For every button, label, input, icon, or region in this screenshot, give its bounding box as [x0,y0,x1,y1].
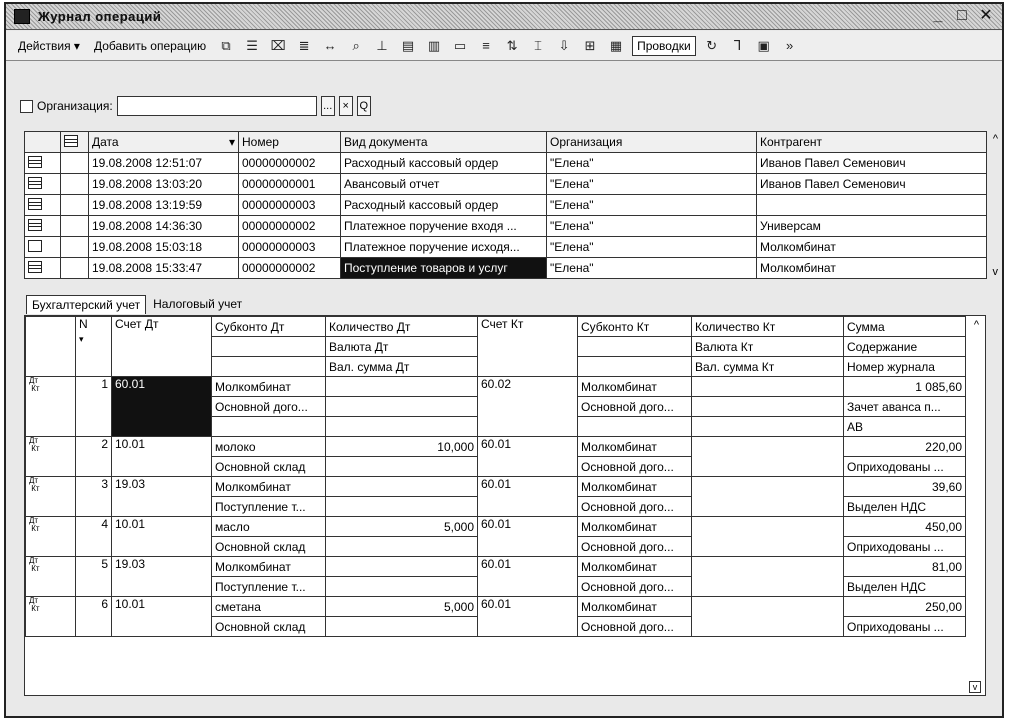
toolbar [6,31,1002,61]
close-icon[interactable]: ✕ [979,7,993,24]
organization-label: Организация: [37,99,113,113]
sub-dt-cell: Основной дого... [212,397,326,417]
dtkt-icon: Дт Кт [26,557,76,597]
row-number: 1 [76,377,112,437]
doc-type-cell: Расходный кассовый ордер [341,153,547,174]
table-row[interactable] [25,153,987,174]
date-cell: 19.08.2008 13:03:20 [89,174,239,195]
print-icon[interactable]: ▦ [609,37,623,53]
minimize-icon[interactable]: _ [933,7,943,24]
sub-kt-cell: Молкомбинат [578,517,692,537]
table-row[interactable] [26,477,966,497]
sub-kt-cell: Основной дого... [578,577,692,597]
qty-dt-header[interactable]: Количество Дт [326,317,478,337]
scroll-down-icon[interactable]: v [992,266,998,278]
document-icon [25,195,61,216]
refresh-icon[interactable]: ↻ [706,37,718,53]
organization-column-header[interactable]: Организация [547,132,757,153]
notes-icon[interactable]: ▣ [757,37,770,53]
content-cell: Оприходованы ... [844,617,966,637]
sub-kt-cell: Молкомбинат [578,377,692,397]
counterparty-cell [757,195,987,216]
date-column-header[interactable]: Дата ▾ [89,132,239,153]
tabs [26,295,249,314]
row-number: 4 [76,517,112,557]
content-cell: Выделен НДС [844,577,966,597]
postings-scroll-up-icon[interactable]: ^ [973,319,979,331]
organization-checkbox[interactable] [20,100,33,113]
sub-dt-cell: масло [212,517,326,537]
document-icon [25,258,61,279]
tab-tax[interactable]: Налоговый учет [148,295,247,314]
structure-icon[interactable]: ⌶ [534,37,542,53]
acc-kt-cell: 60.01 [478,477,578,517]
sub-dt-header[interactable]: Субконто Дт [212,317,326,337]
counterparty-column-header[interactable]: Контрагент [757,132,987,153]
window-app-icon [14,9,30,24]
sub-kt-cell: Основной дого... [578,537,692,557]
cursum-dt-header[interactable]: Вал. сумма Дт [326,357,478,377]
number-cell: 00000000001 [239,174,341,195]
content-cell: Оприходованы ... [844,457,966,477]
counterparty-cell: Иванов Павел Семенович [757,174,987,195]
table-row-selected[interactable] [25,258,987,279]
tab-accounting[interactable]: Бухгалтерский учет [26,295,146,314]
date-cell: 19.08.2008 15:33:47 [89,258,239,279]
sub-dt-cell: Молкомбинат [212,557,326,577]
sub-kt-cell: Молкомбинат [578,557,692,577]
postings-header-row [26,317,966,337]
cur-kt-header[interactable]: Валюта Кт [692,337,844,357]
organization-cell: "Елена" [547,153,757,174]
dtkt-icon: Дт Кт [26,377,76,437]
content-header[interactable]: Содержание [844,337,966,357]
acc-kt-cell: 60.02 [478,377,578,437]
acc-dt-cell: 19.03 [112,477,212,517]
open-icon[interactable]: Q [357,96,371,116]
dtkt-icon: Дт Кт [26,597,76,637]
sub-kt-header[interactable]: Субконто Кт [578,317,692,337]
acc-kt-cell: 60.01 [478,597,578,637]
document-icon [25,153,61,174]
post-icon[interactable]: ≣ [298,37,310,53]
sub-kt-cell: Основной дого... [578,617,692,637]
sort-icon[interactable]: ⇅ [506,37,518,53]
number-column-header[interactable]: Номер [239,132,341,153]
hierarchy-icon[interactable]: ▭ [453,37,467,53]
date-cell: 19.08.2008 15:03:18 [89,237,239,258]
journal-cell: АВ [844,417,966,437]
sub-dt-cell: Молкомбинат [212,377,326,397]
sum-cell: 81,00 [844,557,966,577]
row-number: 5 [76,557,112,597]
n-column-header[interactable]: N ▾ [76,317,112,377]
table-row[interactable] [25,216,987,237]
qty-dt-cell [326,477,478,497]
organization-filter [20,96,371,116]
counterparty-cell: Молкомбинат [757,237,987,258]
edit-icon[interactable]: ☰ [246,37,258,53]
doc-type-cell: Поступление товаров и услуг [341,258,547,279]
table-row[interactable] [25,195,987,216]
date-cell: 19.08.2008 13:19:59 [89,195,239,216]
row-number: 3 [76,477,112,517]
qty-dt-cell: 5,000 [326,597,478,617]
number-cell: 00000000002 [239,153,341,174]
filter-by-value-icon[interactable]: ▤ [401,37,415,53]
sum-cell: 220,00 [844,437,966,457]
clear-filter-icon[interactable]: ▥ [427,37,441,53]
dtkt-icon: Дт Кт [26,517,76,557]
acc-dt-header[interactable]: Счет Дт [112,317,212,377]
spell-icon[interactable]: Ꞁ [734,37,742,53]
row-number: 2 [76,437,112,477]
postings-panel [24,315,986,696]
acc-dt-cell: 10.01 [112,517,212,557]
organization-cell: "Елена" [547,258,757,279]
counterparty-cell: Универсам [757,216,987,237]
acc-kt-cell: 60.01 [478,437,578,477]
document-icon-unposted [25,237,61,258]
date-cell: 19.08.2008 14:36:30 [89,216,239,237]
table-row[interactable] [26,437,966,457]
sub-kt-cell: Молкомбинат [578,477,692,497]
qty-dt-cell [326,557,478,577]
number-cell: 00000000003 [239,237,341,258]
content-cell: Выделен НДС [844,497,966,517]
dtkt-icon: Дт Кт [26,437,76,477]
organization-cell: "Елена" [547,237,757,258]
sub-kt-cell: Молкомбинат [578,437,692,457]
doc-type-cell: Расходный кассовый ордер [341,195,547,216]
documents-table [24,131,987,279]
documents-header-row [25,132,987,153]
actions-menu[interactable]: Действия ▾ [18,38,80,53]
number-cell: 00000000002 [239,258,341,279]
clear-icon[interactable]: × [339,96,353,116]
acc-kt-cell: 60.01 [478,557,578,597]
filter-icon[interactable]: ⊥ [376,37,388,53]
content-cell: Оприходованы ... [844,537,966,557]
doc-type-cell: Платежное поручение исходя... [341,237,547,258]
scroll-up-icon[interactable]: ^ [992,133,998,145]
sub-dt-cell: Основной склад [212,537,326,557]
maximize-icon[interactable]: □ [957,7,967,24]
table-row[interactable] [26,377,966,397]
sub-dt-cell: Основной склад [212,617,326,637]
posted-column-header[interactable] [61,132,89,153]
sub-dt-cell: Поступление т... [212,497,326,517]
cursum-kt-header[interactable]: Вал. сумма Кт [692,357,844,377]
doc-type-cell: Авансовый отчет [341,174,547,195]
counterparty-cell: Молкомбинат [757,258,987,279]
postings-table [25,316,966,637]
table-row[interactable] [26,517,966,537]
interval-icon[interactable]: ↔ [323,38,337,53]
table-row[interactable] [25,237,987,258]
sum-cell: 250,00 [844,597,966,617]
search-icon[interactable]: ⌕ [352,37,360,53]
organization-cell: "Елена" [547,174,757,195]
organization-cell: "Елена" [547,216,757,237]
sub-dt-cell: молоко [212,437,326,457]
sum-cell: 450,00 [844,517,966,537]
sum-cell: 39,60 [844,477,966,497]
qty-kt-header[interactable]: Количество Кт [692,317,844,337]
table-row[interactable] [25,174,987,195]
title-bar[interactable] [6,4,1002,30]
dtkt-icon: Дт Кт [26,477,76,517]
sub-kt-cell: Молкомбинат [578,597,692,617]
organization-cell: "Елена" [547,195,757,216]
acc-kt-cell: 60.01 [478,517,578,557]
sub-kt-cell: Основной дого... [578,397,692,417]
acc-kt-header[interactable]: Счет Кт [478,317,578,377]
copy-icon[interactable]: ⧉ [221,37,231,53]
table-row[interactable] [26,557,966,577]
sub-dt-cell: сметана [212,597,326,617]
sum-header[interactable]: Сумма [844,317,966,337]
sub-kt-cell: Основной дого... [578,497,692,517]
table-row[interactable] [26,597,966,617]
counterparty-cell: Иванов Павел Семенович [757,153,987,174]
based-on-icon[interactable]: ⇩ [558,37,570,53]
posted-icon [64,135,78,147]
sub-dt-cell: Поступление т... [212,577,326,597]
journal-header[interactable]: Номер журнала [844,357,966,377]
acc-dt-cell: 60.01 [112,377,212,437]
postings-scroll-down-icon[interactable]: v [969,681,981,693]
delete-mark-icon[interactable]: ⌧ [270,37,286,53]
sum-cell: 1 085,60 [844,377,966,397]
sub-kt-cell: Основной дого... [578,457,692,477]
content-cell: Зачет аванса п... [844,397,966,417]
acc-dt-cell: 19.03 [112,557,212,597]
list-icon[interactable]: ≡ [482,38,490,53]
journal-window [4,2,1004,718]
postings-button[interactable]: Проводки [632,36,696,56]
qty-dt-cell [326,377,478,397]
doc-type-cell: Платежное поручение входя ... [341,216,547,237]
row-number: 6 [76,597,112,637]
number-cell: 00000000002 [239,216,341,237]
select-button[interactable]: ... [321,96,335,116]
qty-dt-cell: 10,000 [326,437,478,457]
document-icon [25,174,61,195]
organization-input[interactable] [117,96,317,116]
cur-dt-header[interactable]: Валюта Дт [326,337,478,357]
report-icon[interactable]: ⊞ [584,37,596,53]
qty-dt-cell: 5,000 [326,517,478,537]
date-cell: 19.08.2008 12:51:07 [89,153,239,174]
icon-column-header [25,132,61,153]
more-icon[interactable]: » [786,38,794,53]
add-operation-button[interactable]: Добавить операцию [93,38,207,53]
doc-type-column-header[interactable]: Вид документа [341,132,547,153]
window-controls [928,6,996,26]
acc-dt-cell: 10.01 [112,597,212,637]
document-icon [25,216,61,237]
acc-dt-cell: 10.01 [112,437,212,477]
window-title: Журнал операций [38,9,162,24]
number-cell: 00000000003 [239,195,341,216]
sub-dt-cell: Основной склад [212,457,326,477]
sub-dt-cell: Молкомбинат [212,477,326,497]
